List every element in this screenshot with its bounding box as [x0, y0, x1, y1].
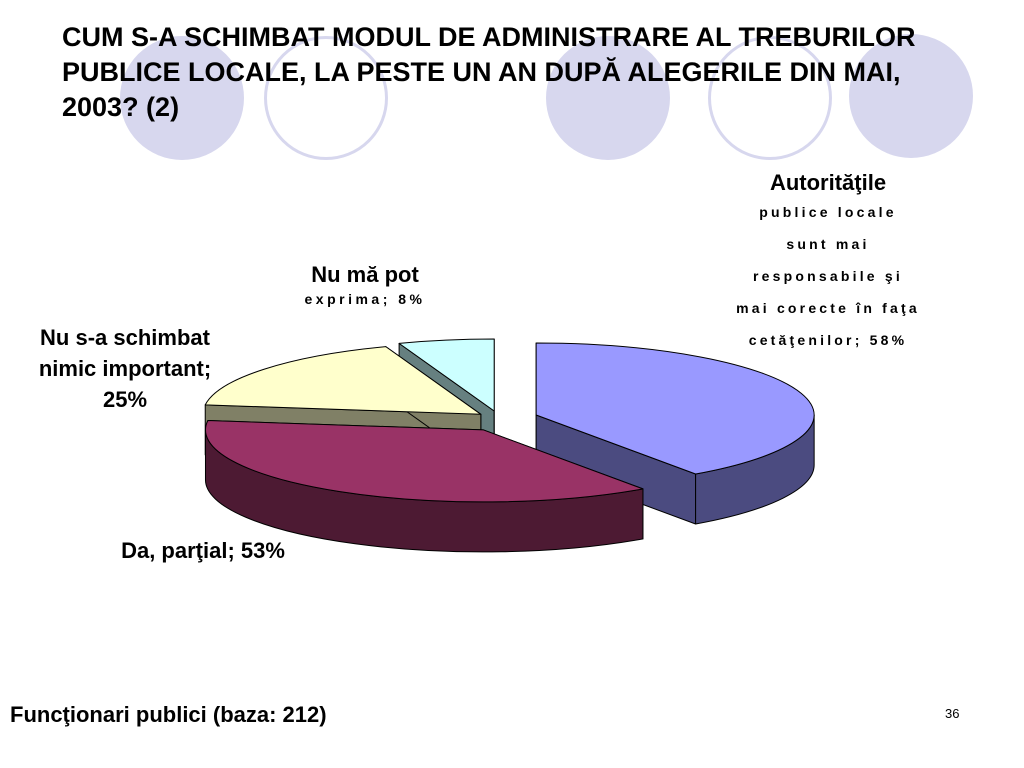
label-nothing-line-3: 25% [102, 387, 148, 412]
label-authorities-head: Autorităţile [769, 170, 887, 195]
label-nothing-line-2: nimic important; [38, 356, 212, 381]
footer-base-note: Funcţionari publici (baza: 212) [10, 702, 327, 727]
label-authorities-line-2: sunt mai [786, 236, 870, 252]
label-authorities [708, 170, 948, 356]
label-nothing-changed [20, 322, 230, 415]
slide-title: CUM S-A SCHIMBAT MODUL DE ADMINISTRARE AL TREBURILOR PUBLICE LOCALE, LA PESTE UN AN DUPĂ ALEGERILE DIN MAI, 2003? (2) [62, 22, 916, 122]
label-nothing-line-1: Nu s-a schimbat [40, 325, 210, 350]
label-cant-express-line: exprima; 8% [304, 291, 426, 307]
label-authorities-line-4: mai corecte în faţa [736, 300, 920, 316]
label-cant-express-head: Nu mă pot [311, 262, 419, 287]
label-cant-express [280, 262, 450, 310]
page-number: 36 [945, 706, 960, 721]
label-authorities-line-3: responsabile şi [753, 268, 903, 284]
label-authorities-line-1: publice locale [759, 204, 897, 220]
label-partial: Da, parţial; 53% [121, 538, 285, 563]
label-authorities-line-5: cetăţenilor; 58% [748, 332, 908, 348]
